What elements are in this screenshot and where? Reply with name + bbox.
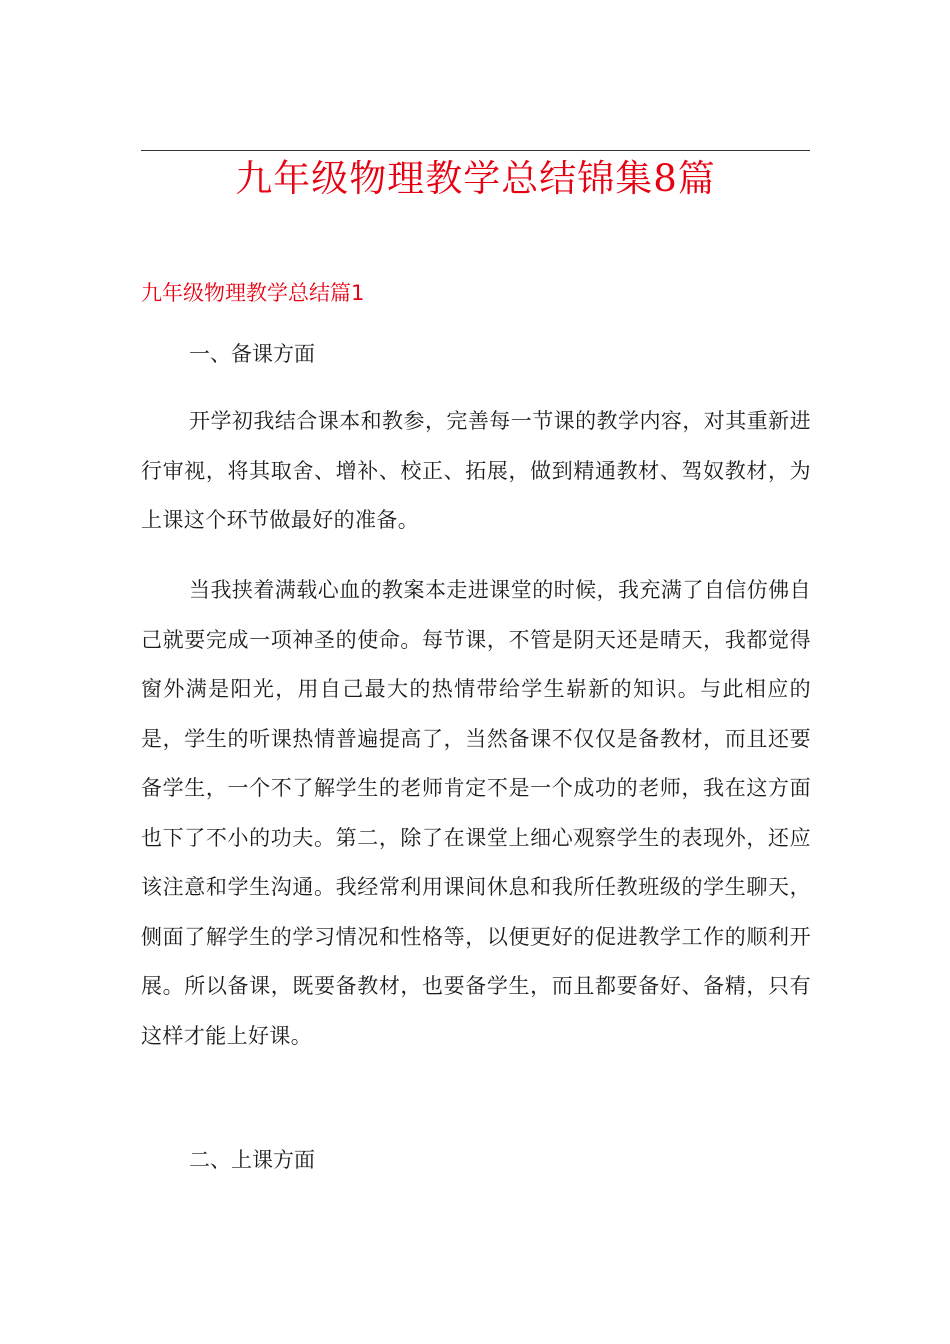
paragraph-2: 当我挟着满载心血的教案本走进课堂的时候，我充满了自信仿佛自己就要完成一项神圣的使命。每节课，不管是阴天还是晴天，我都觉得窗外满是阳光，用自己最大的热情带给学生崭新的知识。与此相应的是，学生的听课热情普遍提高了，当然备课不仅仅是备教材，而且还要备学生，一个不了解学生的老师肯定不是一个成功的老师，我在这方面也下了不小的功夫。第二，除了在课堂上细心观察学生的表现外，还应该注意和学生沟通。我经常利用课间休息和我所任教班级的学生聊天，侧面了解学生的学习情况和性格等，以便更好的促进教学工作的顺利开展。所以备课，既要备教材，也要备学生，而且都要备好、备精，只有这样才能上好课。: [141, 578, 811, 1048]
paragraph-1: 开学初我结合课本和教参，完善每一节课的教学内容，对其重新进行审视，将其取舍、增补、校正、拓展，做到精通教材、驾奴教材，为上课这个环节做最好的准备。: [141, 409, 811, 532]
section-heading: 九年级物理教学总结篇1: [141, 281, 365, 305]
document-title: 九年级物理教学总结锦集8篇: [235, 157, 716, 200]
sub-heading-lesson-prep: 一、备课方面: [189, 342, 315, 366]
sub-heading-teaching: 二、上课方面: [189, 1148, 315, 1172]
